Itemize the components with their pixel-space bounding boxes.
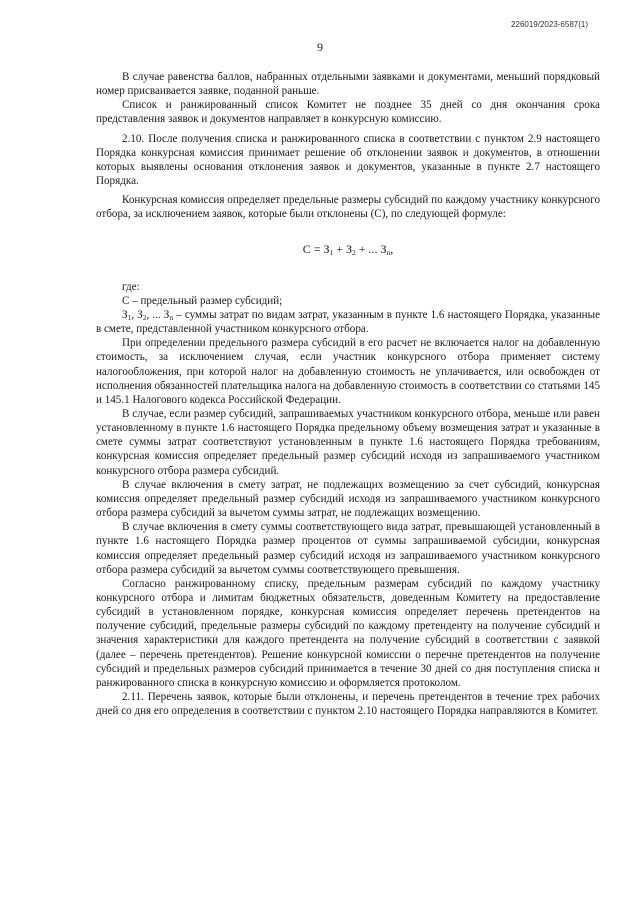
paragraph: В случае, если размер субсидий, запрашиваемых участником конкурсного отбора, меньше или равен установленному в пункте 1.6 настоящего Порядка предельному объему возмещения затрат и указанные в смете суммы затрат соответствуют установленным в пункте 1.6 настоящего Порядка требованиям, конкурсная комиссия определяет предельный размер субсидий исходя из запрашиваемого участником конкурсного отбора размера субсидий. <box>96 407 600 477</box>
paragraph: В случае равенства баллов, набранных отдельными заявками и документами, меньший порядковый номер присваивается заявке, поданной раньше. <box>96 71 600 98</box>
subsidy-formula <box>96 242 600 257</box>
formula-tail: , <box>390 241 394 256</box>
paragraph: При определении предельного размера субсидий в его расчет не включается налог на добавленную стоимость, за исключением случая, если участник конкурсного отбора применяет систему налогообложения, при которой налог на добавленную стоимость не уплачивается, или освобожден от исполнения обязанностей плательщика налога на добавленную стоимость в соответствии со статьями 145 и 145.1 Налогового кодекса Российской Федерации. <box>96 337 600 406</box>
document-body <box>96 70 600 718</box>
paragraph: В случае включения в смету суммы соответствующего вида затрат, превышающей установленный в пункте 1.6 настоящего Порядка размер процентов от суммы запрашиваемой субсидии, конкурсная комиссия определяет предельный размер субсидий исходя из запрашиваемого участником конкурсного отбора размера субсидий за вычетом суммы соответствующего превышения. <box>96 521 600 576</box>
costs-sub-n: n <box>169 312 174 322</box>
formula-sub-n: n <box>386 247 391 257</box>
page-number: 9 <box>317 40 323 54</box>
paragraph: Список и ранжированный список Комитет не позднее 35 дней со дня окончания срока представления заявок и документов направляет в конкурсную комиссию. <box>96 99 600 126</box>
formula-lhs: С = З <box>302 241 330 256</box>
paragraph: 2.11. Перечень заявок, которые были отклонены, и перечень претендентов в течение трех рабочих дней со дня его определения в соответствии с пунктом 2.10 настоящего Порядка направляются в Комитет. <box>96 691 600 718</box>
costs-text: – суммы затрат по видам затрат, указанным в пункте 1.6 настоящего Порядка, указанные в смете, представленной участником конкурсного отбора. <box>96 308 600 336</box>
costs-z1: З <box>122 308 128 321</box>
formula-sub-2: 2 <box>352 247 356 257</box>
paragraph: В случае включения в смету затрат, не подлежащих возмещению за счет субсидий, конкурсная комиссия определяет предельный размер субсидий исходя из запрашиваемого участником конкурсного отбора размера субсидий за вычетом суммы затрат, не подлежащих возмещению. <box>96 478 600 520</box>
formula-op-1: + З <box>333 241 353 256</box>
paragraph: 2.10. После получения списка и ранжированного списка в соответствии с пунктом 2.9 настоящего Порядка конкурсная комиссия принимает решение об отклонении заявок и документов, в отношении которых выявлены основания отклонения заявок и документов, указанные в пункте 2.7 настоящего Порядка. <box>96 132 600 188</box>
paragraph: Конкурсная комиссия определяет предельные размеры субсидий по каждому участнику конкурсного отбора, за исключением заявок, которые были отклонены (С), по следующей формуле: <box>96 194 600 221</box>
paragraph: где: <box>122 280 140 293</box>
paragraph: С – предельный размер субсидий; <box>122 294 283 307</box>
costs-sep: , З <box>131 308 143 321</box>
paragraph: Согласно ранжированному списку, предельным размерам субсидий по каждому участнику конкурсного отбора и лимитам бюджетных обязательств, доведенным Комитету на предоставление субсидий в установленном порядке, конкурсная комиссия определяет перечень претендентов на получение субсидий, предельные размеры субсидий по каждому претенденту на получение субсидий и значения характеристики для каждого претендента на получение субсидий в соответствии с заявкой (далее – перечень претендентов). Решение конкурсной комиссии о перечне претендентов на получение субсидий и предельных размеров субсидий принимается в течение 30 дней со дня поступления списка и ранжированного списка в конкурсную комиссию и оформляется протоколом. <box>96 577 600 689</box>
document-id: 226019/2023-6587(1) <box>511 20 588 29</box>
costs-sub-2: 2 <box>142 312 147 322</box>
formula-op-2: + ... З <box>355 241 387 256</box>
costs-definition <box>96 308 600 336</box>
costs-dots: , ... З <box>146 308 170 321</box>
costs-sub-1: 1 <box>127 312 132 322</box>
formula-sub-1: 1 <box>329 247 334 257</box>
